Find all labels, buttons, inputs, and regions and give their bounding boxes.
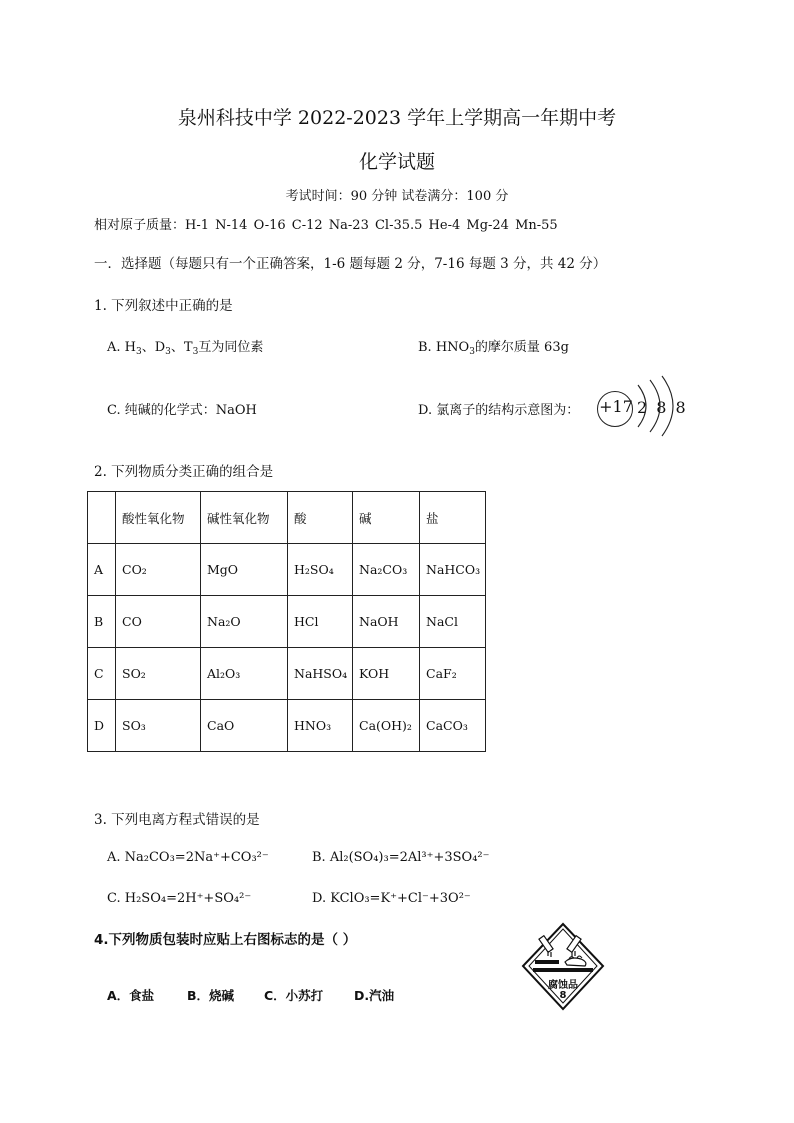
table-cell: NaOH — [353, 596, 420, 648]
q3-option-c: C. H₂SO₄=2H⁺+SO₄²⁻ — [107, 891, 252, 906]
table-cell: MgO — [201, 544, 288, 596]
table-row — [88, 596, 486, 648]
q1-stem: 1. 下列叙述中正确的是 — [94, 298, 233, 314]
q1-option-a: A. $H_3$、$D_3$、$T_3$互为同位素 — [107, 340, 264, 357]
row-label: D — [88, 700, 116, 752]
q3-option-a: A. Na₂CO₃=2Na⁺+CO₃²⁻ — [107, 850, 269, 865]
table-cell: NaHCO₃ — [420, 544, 486, 596]
q3-option-b: B. Al₂(SO₄)₃=2Al³⁺+3SO₄²⁻ — [312, 850, 490, 865]
row-label: C — [88, 648, 116, 700]
electron-shell-arcs — [632, 373, 688, 439]
chloride-nucleus-charge: +17 — [599, 397, 633, 416]
exam-title: 泉州科技中学 2022-2023 学年上学期高一年期中考 — [177, 107, 617, 129]
table-cell: SO₂ — [116, 648, 201, 700]
table-cell: SO₃ — [116, 700, 201, 752]
table-header-cell: 碱 — [353, 492, 420, 544]
table-header-cell: 碱性氧化物 — [201, 492, 288, 544]
exam-info: 考试时间：90 分钟 试卷满分：100 分 — [285, 189, 509, 204]
table-header-cell: 酸 — [288, 492, 353, 544]
hazard-label: 腐蚀品 — [548, 980, 578, 991]
table-cell: Na₂CO₃ — [353, 544, 420, 596]
table-cell: Na₂O — [201, 596, 288, 648]
table-cell: CO₂ — [116, 544, 201, 596]
table-header-row — [88, 492, 486, 544]
table-cell: NaCl — [420, 596, 486, 648]
table-row — [88, 648, 486, 700]
q4-option-c: C．小苏打 — [264, 988, 324, 1003]
section-heading: 一．选择题（每题只有一个正确答案，1-6 题每题 2 分，7-16 每题 3 分，共 42 分） — [94, 256, 607, 272]
table-cell: NaHSO₄ — [288, 648, 353, 700]
table-cell: Al₂O₃ — [201, 648, 288, 700]
q3-option-d: D. KClO₃=K⁺+Cl⁻+3O²⁻ — [312, 891, 471, 906]
q1-option-c: C. 纯碱的化学式：NaOH — [107, 403, 257, 418]
table-cell: Ca(OH)₂ — [353, 700, 420, 752]
chloride-shell-electrons: 2 8 8 — [637, 398, 688, 417]
q1-option-b: B. $HNO_3$的摩尔质量 63g — [418, 340, 569, 357]
table-cell: CaF₂ — [420, 648, 486, 700]
classification-table — [87, 491, 486, 752]
table-cell: KOH — [353, 648, 420, 700]
table-row — [88, 544, 486, 596]
exam-subtitle: 化学试题 — [358, 151, 435, 173]
q1-option-d: D. 氯离子的结构示意图为： — [418, 403, 580, 418]
table-row — [88, 700, 486, 752]
table-header-cell: 酸性氧化物 — [116, 492, 201, 544]
q4-option-a: A．食盐 — [107, 988, 155, 1003]
table-cell: HCl — [288, 596, 353, 648]
table-cell: CaO — [201, 700, 288, 752]
hazard-class-number: 8 — [559, 990, 567, 1001]
table-cell: CaCO₃ — [420, 700, 486, 752]
table-header-cell: 盐 — [420, 492, 486, 544]
q2-stem: 2. 下列物质分类正确的组合是 — [94, 464, 274, 480]
row-label: A — [88, 544, 116, 596]
table-cell: CO — [116, 596, 201, 648]
q4-option-d: D.汽油 — [354, 988, 395, 1003]
table-header-cell — [88, 492, 116, 544]
table-cell: HNO₃ — [288, 700, 353, 752]
q4-stem: 4.下列物质包装时应贴上右图标志的是（ ） — [94, 932, 357, 948]
table-cell: H₂SO₄ — [288, 544, 353, 596]
q3-stem: 3. 下列电离方程式错误的是 — [94, 812, 260, 828]
row-label: B — [88, 596, 116, 648]
q4-option-b: B．烧碱 — [187, 988, 235, 1003]
atomic-mass-line: 相对原子质量：H-1 N-14 O-16 C-12 Na-23 Cl-35.5 He-4 Mg-24 Mn-55 — [94, 218, 558, 233]
